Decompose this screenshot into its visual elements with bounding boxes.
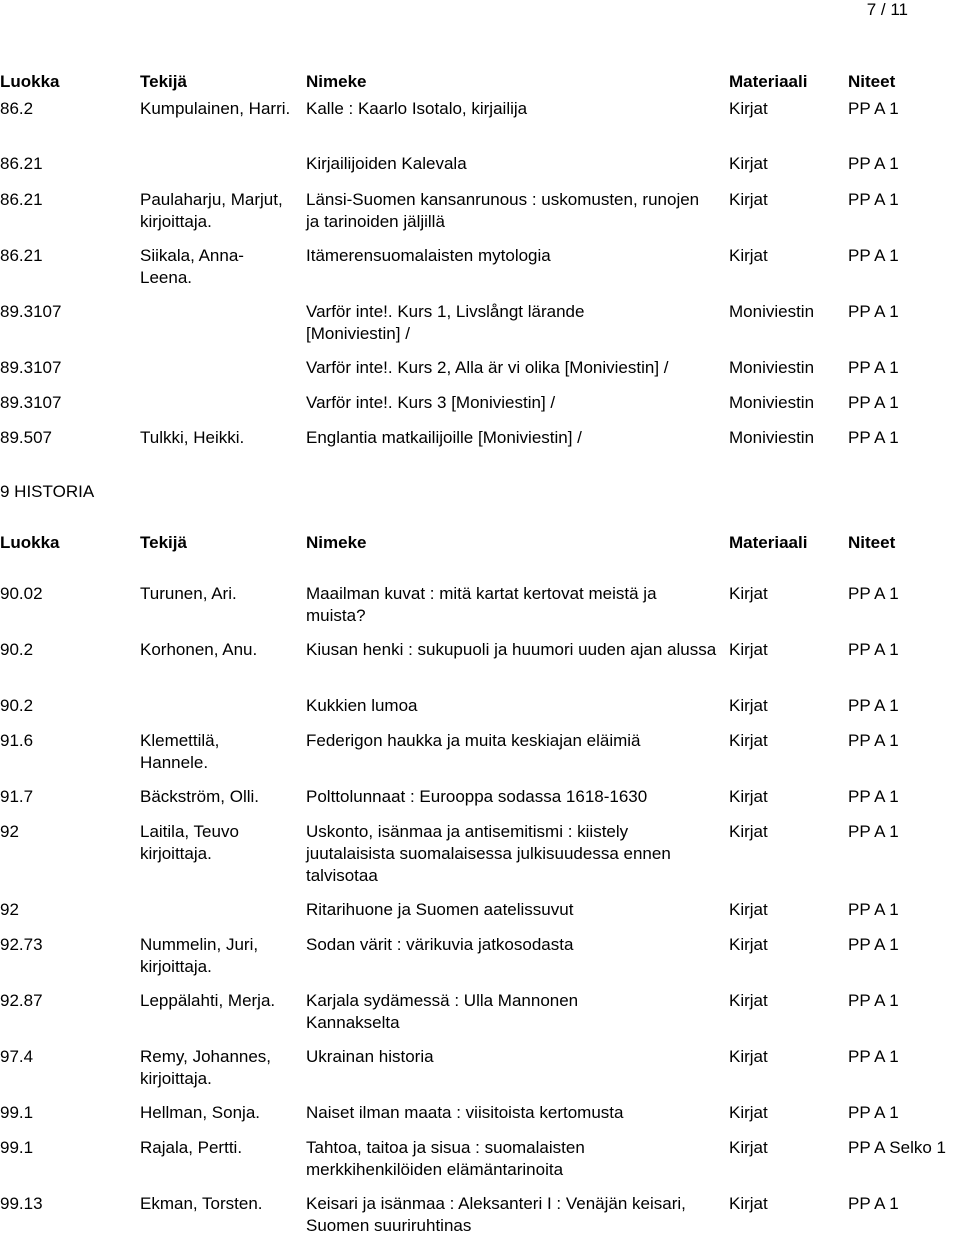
cell-materiaali: Kirjat — [729, 1103, 768, 1122]
cell-luokka: 89.3107 — [0, 302, 62, 321]
header-materiaali: Materiaali — [729, 72, 808, 91]
cell-niteet: PP A 1 — [848, 1047, 899, 1066]
cell-niteet: PP A 1 — [848, 787, 899, 806]
cell-nimeke: Englantia matkailijoille [Moniviestin] / — [306, 428, 582, 447]
cell-niteet: PP A 1 — [848, 900, 899, 919]
cell-luokka: 89.3107 — [0, 358, 62, 377]
cell-materiaali: Kirjat — [729, 822, 768, 841]
cell-niteet: PP A 1 — [848, 99, 899, 118]
cell-materiaali: Moniviestin — [729, 358, 815, 377]
cell-niteet: PP A 1 — [848, 696, 899, 715]
header-nimeke: Nimeke — [306, 533, 367, 552]
cell-nimeke: Federigon haukka ja muita keskiajan eläimiä — [306, 731, 641, 750]
cell-niteet: PP A 1 — [848, 302, 899, 321]
header-niteet: Niteet — [848, 533, 896, 552]
cell-materiaali: Kirjat — [729, 787, 768, 806]
cell-luokka: 91.7 — [0, 787, 34, 806]
cell-tekija: Laitila, Teuvo kirjoittaja. — [140, 822, 239, 863]
cell-materiaali: Moniviestin — [729, 428, 815, 447]
cell-tekija: Nummelin, Juri, kirjoittaja. — [140, 935, 259, 976]
cell-luokka: 92 — [0, 900, 19, 919]
cell-tekija: Hellman, Sonja. — [140, 1103, 261, 1122]
cell-luokka: 99.1 — [0, 1103, 34, 1122]
page-number: 7 / 11 — [866, 0, 908, 19]
cell-nimeke: Naiset ilman maata : viisitoista kertomusta — [306, 1103, 624, 1122]
cell-luokka: 92 — [0, 822, 19, 841]
cell-niteet: PP A 1 — [848, 991, 899, 1010]
cell-materiaali: Kirjat — [729, 696, 768, 715]
cell-tekija: Siikala, Anna-Leena. — [140, 246, 244, 287]
cell-niteet: PP A 1 — [848, 1194, 899, 1213]
cell-niteet: PP A 1 — [848, 640, 899, 659]
cell-tekija: Tulkki, Heikki. — [140, 428, 245, 447]
cell-materiaali: Kirjat — [729, 1047, 768, 1066]
cell-luokka: 92.87 — [0, 991, 43, 1010]
cell-materiaali: Kirjat — [729, 154, 768, 173]
cell-luokka: 86.21 — [0, 246, 43, 265]
header-luokka: Luokka — [0, 533, 60, 552]
cell-materiaali: Kirjat — [729, 246, 768, 265]
cell-materiaali: Kirjat — [729, 1194, 768, 1213]
cell-luokka: 97.4 — [0, 1047, 34, 1066]
cell-materiaali: Kirjat — [729, 99, 768, 118]
header-luokka: Luokka — [0, 72, 60, 91]
cell-luokka: 86.21 — [0, 190, 43, 209]
cell-nimeke: Itämerensuomalaisten mytologia — [306, 246, 551, 265]
cell-tekija: Remy, Johannes, kirjoittaja. — [140, 1047, 272, 1088]
cell-tekija: Turunen, Ari. — [140, 584, 237, 603]
cell-niteet: PP A 1 — [848, 358, 899, 377]
cell-tekija: Leppälahti, Merja. — [140, 991, 276, 1010]
cell-niteet: PP A 1 — [848, 246, 899, 265]
cell-luokka: 89.3107 — [0, 393, 62, 412]
cell-tekija: Korhonen, Anu. — [140, 640, 258, 659]
cell-luokka: 90.2 — [0, 640, 34, 659]
cell-tekija: Rajala, Pertti. — [140, 1138, 243, 1157]
cell-luokka: 90.2 — [0, 696, 34, 715]
header-tekija: Tekijä — [140, 533, 187, 552]
cell-nimeke: Ukrainan historia — [306, 1047, 434, 1066]
cell-nimeke: Varför inte!. Kurs 3 [Moniviestin] / — [306, 393, 556, 412]
cell-tekija: Bäckström, Olli. — [140, 787, 260, 806]
cell-tekija: Paulaharju, Marjut, kirjoittaja. — [140, 190, 283, 231]
cell-luokka: 90.02 — [0, 584, 43, 603]
cell-luokka: 99.1 — [0, 1138, 34, 1157]
cell-nimeke: Kirjailijoiden Kalevala — [306, 154, 467, 173]
header-nimeke: Nimeke — [306, 72, 367, 91]
cell-niteet: PP A 1 — [848, 584, 899, 603]
cell-materiaali: Moniviestin — [729, 302, 815, 321]
cell-niteet: PP A 1 — [848, 190, 899, 209]
cell-materiaali: Kirjat — [729, 991, 768, 1010]
header-materiaali: Materiaali — [729, 533, 808, 552]
cell-luokka: 91.6 — [0, 731, 34, 750]
cell-materiaali: Kirjat — [729, 584, 768, 603]
cell-nimeke: Kalle : Kaarlo Isotalo, kirjailija — [306, 99, 528, 118]
cell-nimeke: Varför inte!. Kurs 2, Alla är vi olika [Moniviestin] / — [306, 358, 669, 377]
cell-luokka: 99.13 — [0, 1194, 43, 1213]
cell-nimeke: Kiusan henki : sukupuoli ja huumori uuden ajan alussa — [306, 640, 717, 659]
cell-nimeke: Tahtoa, taitoa ja sisua : suomalaisten merkkihenkilöiden elämäntarinoita — [306, 1138, 585, 1179]
header-niteet: Niteet — [848, 72, 896, 91]
cell-nimeke: Länsi-Suomen kansanrunous : uskomusten, runojen ja tarinoiden jäljillä — [306, 190, 700, 231]
cell-nimeke: Karjala sydämessä : Ulla Mannonen Kannakselta — [306, 991, 579, 1032]
cell-nimeke: Polttolunnaat : Eurooppa sodassa 1618-1630 — [306, 787, 648, 806]
cell-niteet: PP A 1 — [848, 731, 899, 750]
cell-nimeke: Maailman kuvat : mitä kartat kertovat meistä ja muista? — [306, 584, 657, 625]
section-title: 9 HISTORIA — [0, 482, 95, 501]
cell-luokka: 86.21 — [0, 154, 43, 173]
cell-niteet: PP A 1 — [848, 935, 899, 954]
cell-luokka: 86.2 — [0, 99, 34, 118]
cell-niteet: PP A 1 — [848, 1103, 899, 1122]
cell-materiaali: Kirjat — [729, 935, 768, 954]
cell-materiaali: Kirjat — [729, 731, 768, 750]
cell-niteet: PP A 1 — [848, 393, 899, 412]
header-tekija: Tekijä — [140, 72, 187, 91]
cell-materiaali: Kirjat — [729, 640, 768, 659]
cell-luokka: 89.507 — [0, 428, 52, 447]
cell-materiaali: Kirjat — [729, 190, 768, 209]
cell-nimeke: Varför inte!. Kurs 1, Livslångt lärande [Moniviestin] / — [306, 302, 585, 343]
cell-niteet: PP A Selko 1 — [848, 1138, 946, 1157]
cell-nimeke: Sodan värit : värikuvia jatkosodasta — [306, 935, 574, 954]
cell-nimeke: Uskonto, isänmaa ja antisemitismi : kiistely juutalaisista suomalaisessa julkisuudessa ennen talvisotaa — [306, 822, 671, 885]
cell-nimeke: Keisari ja isänmaa : Aleksanteri I : Venäjän keisari, Suomen suuriruhtinas — [306, 1194, 686, 1235]
cell-materiaali: Moniviestin — [729, 393, 815, 412]
cell-materiaali: Kirjat — [729, 1138, 768, 1157]
cell-niteet: PP A 1 — [848, 822, 899, 841]
cell-tekija: Ekman, Torsten. — [140, 1194, 263, 1213]
cell-niteet: PP A 1 — [848, 154, 899, 173]
cell-nimeke: Ritarihuone ja Suomen aatelissuvut — [306, 900, 574, 919]
cell-tekija: Kumpulainen, Harri. — [140, 99, 291, 118]
cell-nimeke: Kukkien lumoa — [306, 696, 418, 715]
cell-luokka: 92.73 — [0, 935, 43, 954]
cell-niteet: PP A 1 — [848, 428, 899, 447]
cell-tekija: Klemettilä, Hannele. — [140, 731, 220, 772]
cell-materiaali: Kirjat — [729, 900, 768, 919]
